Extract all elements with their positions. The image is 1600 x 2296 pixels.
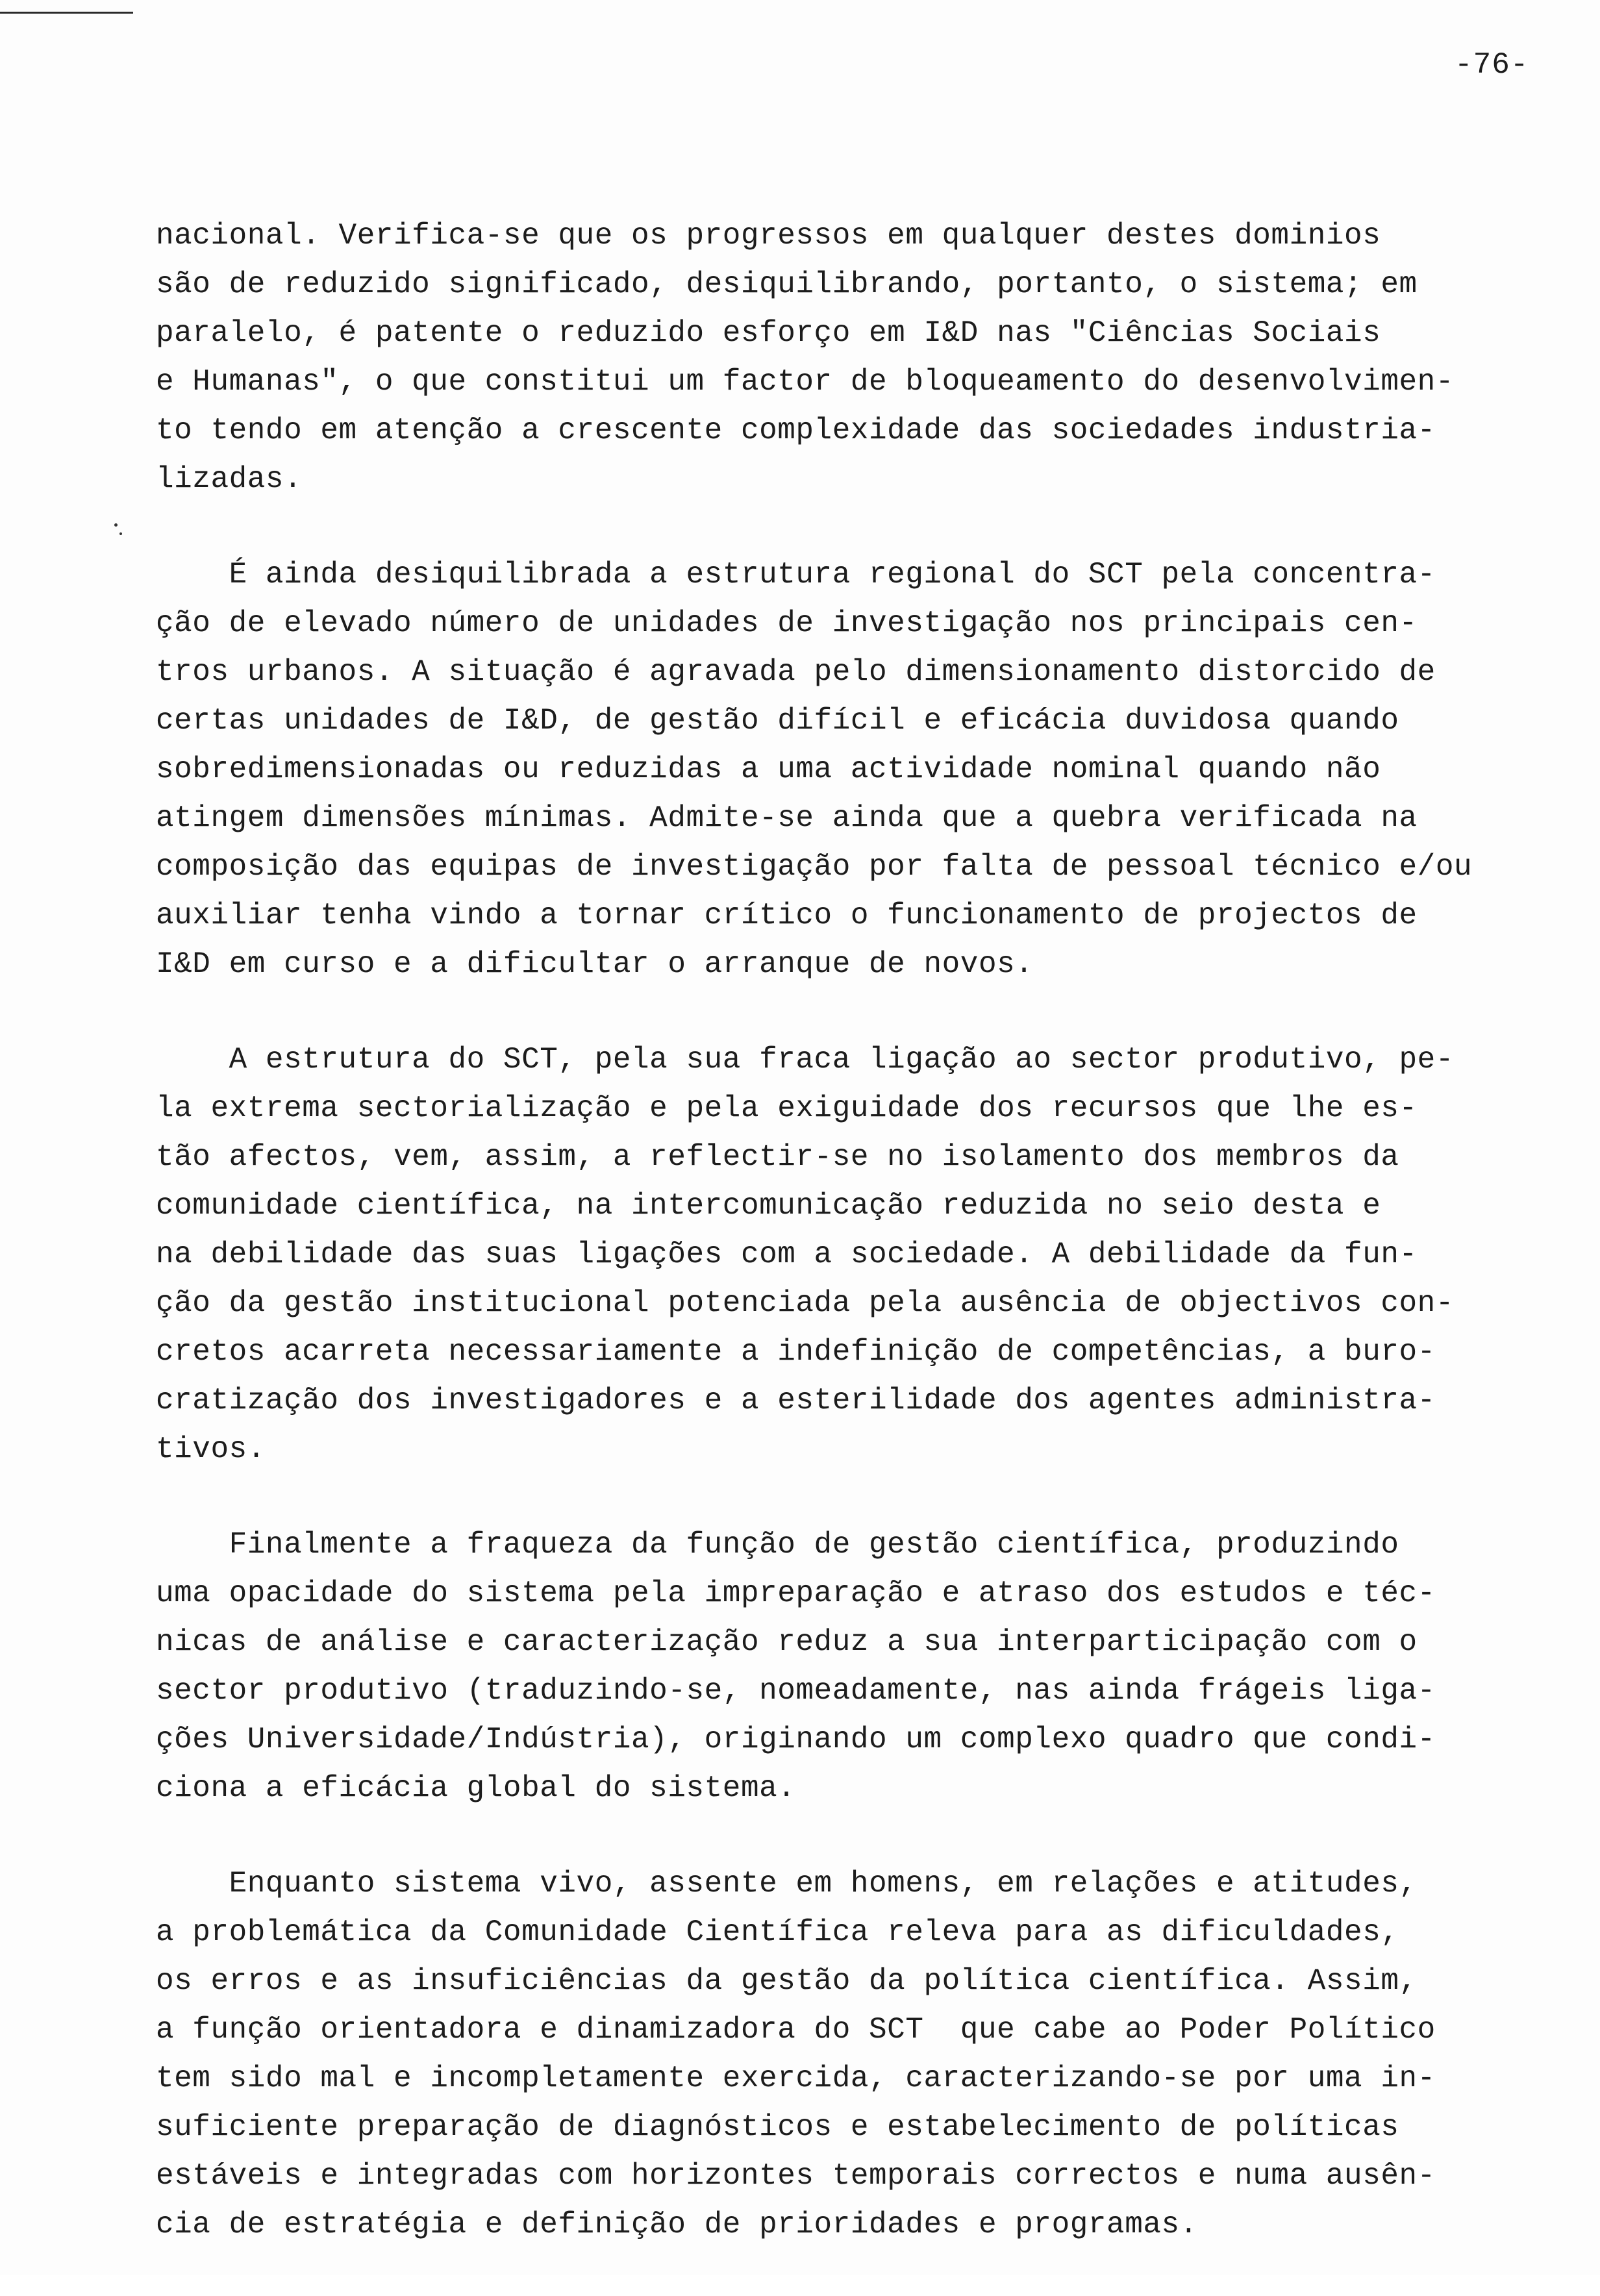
text-line: são de reduzido significado, desiquilibrando, portanto, o sistema; em	[156, 268, 1418, 301]
text-line: to tendo em atenção a crescente complexidade das sociedades industria-	[156, 414, 1436, 447]
text-line: cretos acarreta necessariamente a indefinição de competências, a buro-	[156, 1335, 1436, 1369]
text-line: ção de elevado número de unidades de investigação nos principais cen-	[156, 606, 1418, 640]
scan-speck	[119, 532, 122, 535]
paragraph-4	[156, 1521, 1545, 1813]
text-line: Finalmente a fraqueza da função de gestão científica, produzindo	[156, 1528, 1399, 1562]
text-line: I&D em curso e a dificultar o arranque de novos.	[156, 947, 1034, 981]
text-line: auxiliar tenha vindo a tornar crítico o funcionamento de projectos de	[156, 899, 1418, 932]
text-line: cia de estratégia e definição de prioridades e programas.	[156, 2208, 1198, 2241]
paragraph-5	[156, 1860, 1545, 2249]
text-line: cratização dos investigadores e a esterilidade dos agentes administra-	[156, 1384, 1436, 1417]
text-line: tros urbanos. A situação é agravada pelo dimensionamento distorcido de	[156, 655, 1436, 689]
scan-speck	[114, 523, 118, 527]
text-line: tivos.	[156, 1432, 266, 1466]
text-line: a problemática da Comunidade Científica releva para as dificuldades,	[156, 1915, 1399, 1949]
text-line: atingem dimensões mínimas. Admite-se ainda que a quebra verificada na	[156, 801, 1418, 835]
page-number: -76-	[1455, 48, 1529, 82]
text-line: ções Universidade/Indústria), originando um complexo quadro que condi-	[156, 1723, 1436, 1756]
paragraph-2	[156, 551, 1545, 989]
text-line: na debilidade das suas ligações com a sociedade. A debilidade da fun-	[156, 1238, 1418, 1271]
text-line: paralelo, é patente o reduzido esforço em I&D nas "Ciências Sociais	[156, 316, 1381, 350]
text-line: os erros e as insuficiências da gestão da política científica. Assim,	[156, 1964, 1418, 1998]
text-line: sobredimensionadas ou reduzidas a uma actividade nominal quando não	[156, 753, 1381, 786]
text-line: la extrema sectorialização e pela exiguidade dos recursos que lhe es-	[156, 1092, 1418, 1125]
text-line: É ainda desiquilibrada a estrutura regional do SCT pela concentra-	[156, 558, 1436, 592]
body-text	[156, 212, 1545, 2296]
text-line: a função orientadora e dinamizadora do SCT que cabe ao Poder Político	[156, 2013, 1436, 2047]
scan-edge-rule	[0, 12, 133, 14]
text-line: suficiente preparação de diagnósticos e estabelecimento de políticas	[156, 2110, 1399, 2144]
text-line: tão afectos, vem, assim, a reflectir-se no isolamento dos membros da	[156, 1140, 1399, 1174]
text-line: ciona a eficácia global do sistema.	[156, 1771, 796, 1805]
text-line: estáveis e integradas com horizontes temporais correctos e numa ausên-	[156, 2159, 1436, 2193]
text-line: composição das equipas de investigação por falta de pessoal técnico e/ou	[156, 850, 1473, 884]
paragraph-1	[156, 212, 1545, 504]
paragraph-3	[156, 1036, 1545, 1474]
text-line: ção da gestão institucional potenciada pela ausência de objectivos con-	[156, 1286, 1454, 1320]
text-line: lizadas.	[156, 462, 303, 496]
text-line: sector produtivo (traduzindo-se, nomeadamente, nas ainda frágeis liga-	[156, 1674, 1436, 1708]
text-line: nicas de análise e caracterização reduz a sua interparticipação com o	[156, 1625, 1418, 1659]
text-line: certas unidades de I&D, de gestão difícil e eficácia duvidosa quando	[156, 704, 1399, 738]
text-line: tem sido mal e incompletamente exercida, caracterizando-se por uma in-	[156, 2062, 1436, 2095]
text-line: Enquanto sistema vivo, assente em homens, em relações e atitudes,	[156, 1867, 1418, 1901]
text-line: uma opacidade do sistema pela impreparação e atraso dos estudos e téc-	[156, 1577, 1436, 1610]
text-line: nacional. Verifica-se que os progressos em qualquer destes dominios	[156, 219, 1381, 253]
text-line: e Humanas", o que constitui um factor de bloqueamento do desenvolvimen-	[156, 365, 1454, 399]
text-line: A estrutura do SCT, pela sua fraca ligação ao sector produtivo, pe-	[156, 1043, 1454, 1077]
text-line: comunidade científica, na intercomunicação reduzida no seio desta e	[156, 1189, 1381, 1223]
